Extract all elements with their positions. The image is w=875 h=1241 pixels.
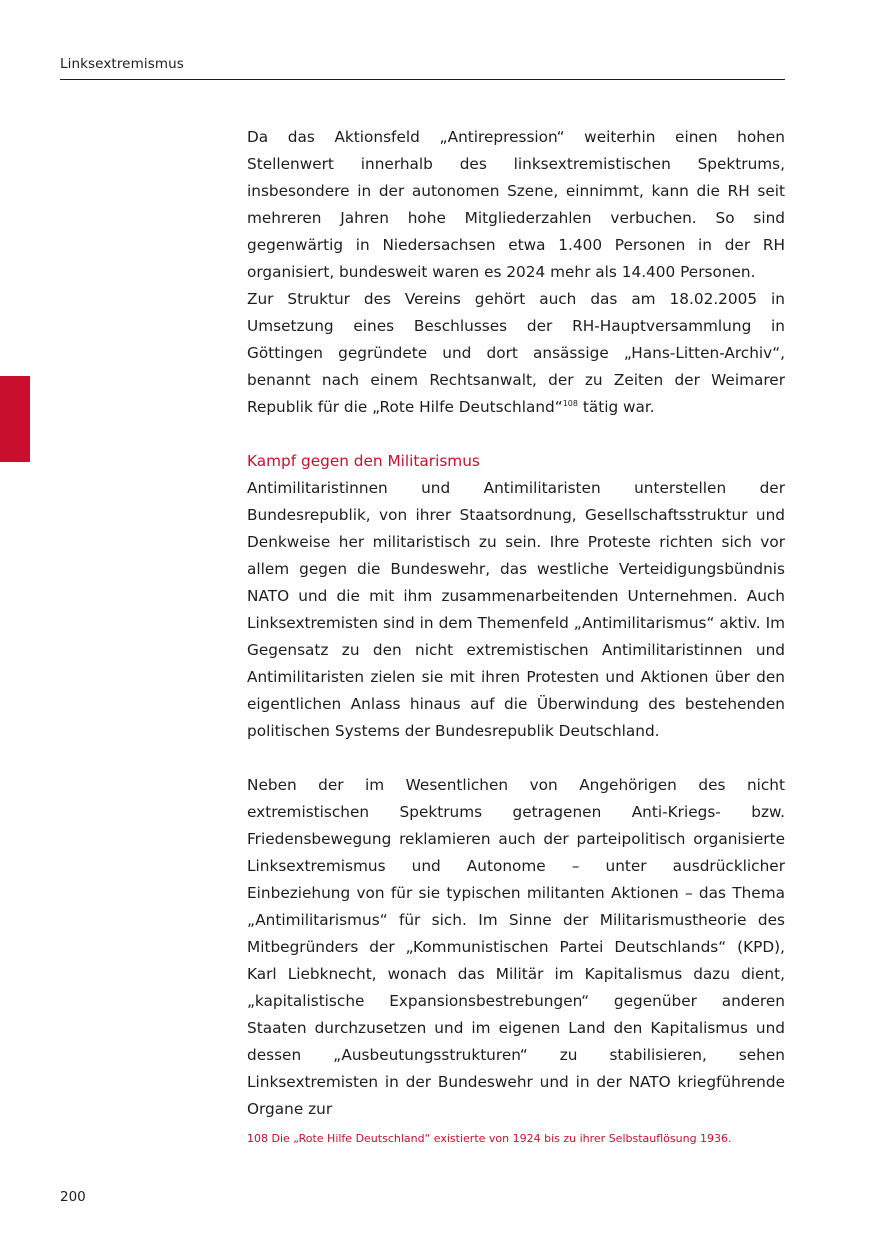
footnote: 108 Die „Rote Hilfe Deutschland“ existierte von 1924 bis zu ihrer Selbstauflösung 1936.: [247, 1132, 732, 1145]
chapter-side-tab: [0, 376, 30, 462]
spacer: [247, 745, 785, 772]
page-number: 200: [60, 1189, 86, 1205]
paragraph-3: Antimilitaristinnen und Antimilitaristen unterstellen der Bundesrepublik, von ihrer Staatsordnung, Gesellschaftsstruktur und Denkweise her militaristisch zu sein. Ihre Proteste richten sich vor allem gegen die Bundeswehr, das westliche Verteidigungsbündnis NATO und die mit ihm zusammenarbeitenden Unternehmen. Auch Linksextremisten sind in dem Themenfeld „Antimilitarismus“ aktiv. Im Gegensatz zu den nicht extremistischen Antimilitaristinnen und Antimilitaristen zielen sie mit ihren Protesten und Aktionen über den eigentlichen Anlass hinaus auf die Überwindung des bestehenden politischen Systems der Bundesrepublik Deutschland.: [247, 479, 785, 740]
paragraph-2: [247, 286, 785, 421]
paragraph-2-text: Zur Struktur des Vereins gehört auch das am 18.02.2005 in Umsetzung eines Beschlusses der RH-Hauptversammlung in Göttingen gegründete und dort ansässige „Hans-Litten-Archiv“, benannt nach einem Rechtsanwalt, der zu Zeiten der Weimarer Republik für die „Rote Hilfe Deutschland“: [247, 290, 785, 416]
running-header: Linksextremismus: [60, 56, 184, 72]
spacer: [247, 421, 785, 448]
paragraph-1: Da das Aktionsfeld „Antirepression“ weiterhin einen hohen Stellenwert innerhalb des linksextremistischen Spektrums, insbesondere in der autonomen Szene, einnimmt, kann die RH seit mehreren Jahren hohe Mitgliederzahlen verbuchen. So sind gegenwärtig in Niedersachsen etwa 1.400 Personen in der RH organisiert, bundesweit waren es 2024 mehr als 14.400 Personen.: [247, 128, 785, 281]
paragraph-2-end: tätig war.: [577, 398, 655, 416]
footnote-ref: 108: [562, 398, 578, 408]
header-rule: [60, 79, 785, 80]
paragraph-4: Neben der im Wesentlichen von Angehörigen des nicht extremistischen Spektrums getragenen Anti-Kriegs- bzw. Friedensbewegung reklamieren auch der parteipolitisch organisierte Linksextremismus und Autonome – unter ausdrücklicher Einbeziehung von für sie typischen militanten Aktionen – das Thema „Antimilitarismus“ für sich. Im Sinne der Militarismustheorie des Mitbegründers der „Kommunistischen Partei Deutschlands“ (KPD), Karl Liebknecht, wonach das Militär im Kapitalismus dazu dient, „kapitalistische Expansionsbestrebungen“ gegenüber anderen Staaten durchzusetzen und im eigenen Land den Kapitalismus und dessen „Ausbeutungsstrukturen“ zu stabilisieren, sehen Linksextremisten in der Bundeswehr und in der NATO kriegführende Organe zur: [247, 776, 785, 1118]
section-heading: Kampf gegen den Militarismus: [247, 452, 480, 470]
main-text: [247, 124, 785, 1123]
